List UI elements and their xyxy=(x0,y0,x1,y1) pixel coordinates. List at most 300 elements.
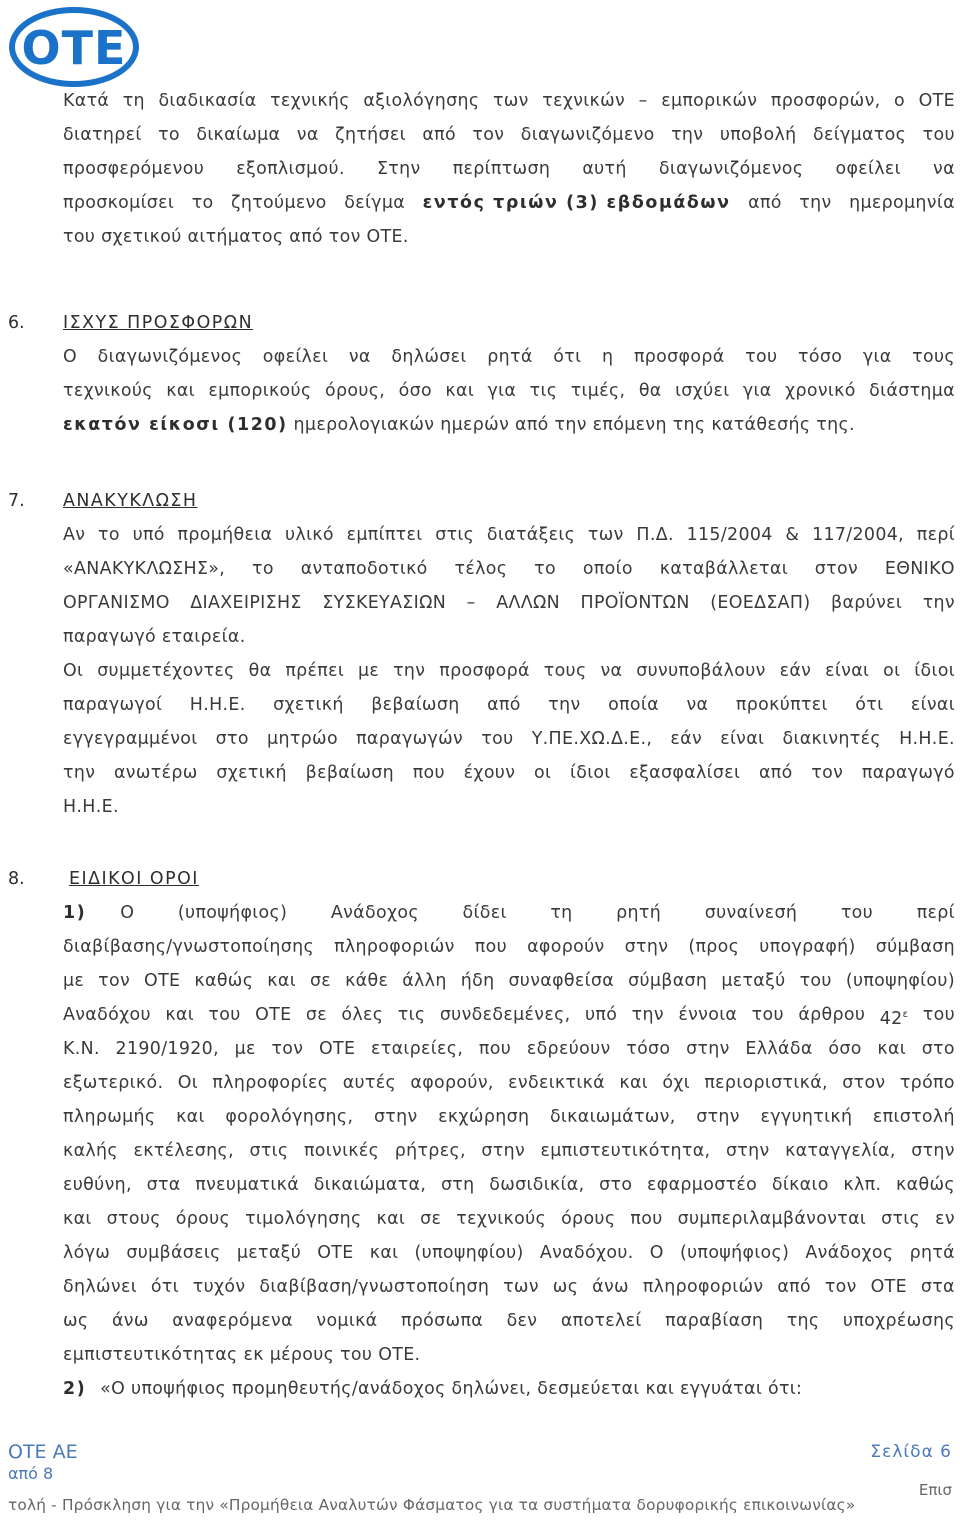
word: του xyxy=(922,125,955,145)
text-line xyxy=(63,408,955,442)
text-line xyxy=(63,688,955,722)
word: των xyxy=(503,1277,539,1297)
word: πληροφοριών xyxy=(334,937,455,957)
word: (υποψήφιος) xyxy=(679,1243,790,1263)
word: στον xyxy=(842,1073,886,1093)
word: με xyxy=(234,1039,256,1059)
word: και xyxy=(166,381,195,401)
word: του xyxy=(481,729,514,749)
word: στο xyxy=(921,1039,955,1059)
word: να xyxy=(348,347,371,367)
word: περιοριστικά, xyxy=(704,1073,828,1093)
word: στην xyxy=(911,1141,955,1161)
word: σύμβαση xyxy=(875,937,955,957)
word: 2190/1920, xyxy=(115,1039,219,1059)
word: δικαιώματα, xyxy=(313,1175,427,1195)
word: παραγωγών xyxy=(356,729,464,749)
word: αφορούν xyxy=(527,937,605,957)
word: τις xyxy=(397,1005,426,1025)
word: Κατά xyxy=(63,91,110,111)
word: ότι xyxy=(553,347,582,367)
word: με xyxy=(358,661,380,681)
word: το xyxy=(252,559,274,579)
word: Στην xyxy=(376,159,421,179)
word: του xyxy=(799,971,832,991)
text-line xyxy=(63,1236,955,1270)
word: τεχνικούς xyxy=(456,1209,547,1229)
word: του xyxy=(922,1005,955,1025)
word: πληρωμής xyxy=(63,1107,156,1127)
word: Η.Η.Ε. xyxy=(899,729,955,749)
word: και xyxy=(267,971,296,991)
word: τεχνικής xyxy=(270,91,350,111)
word: παραγωγοί xyxy=(63,695,163,715)
text-line xyxy=(63,1202,955,1236)
footer-document-title: τολή - Πρόσκληση για την «Προμήθεια Αναλυτών Φάσματος για τα συστήματα δορυφορικής επικοινωνίας» xyxy=(8,1496,856,1514)
word: δίδει xyxy=(462,903,507,923)
word: Υ.ΠΕ.ΧΩ.Δ.Ε., xyxy=(531,729,653,749)
word: παραβίαση xyxy=(665,1311,764,1331)
text-line xyxy=(63,756,955,790)
word: ίδιοι xyxy=(914,661,955,681)
word: εκτέλεσης, xyxy=(133,1141,234,1161)
word: των xyxy=(587,525,624,545)
word: 115/2004 xyxy=(686,525,773,545)
word: εξασφαλίσει xyxy=(629,763,741,783)
footer-right xyxy=(870,1440,952,1502)
text-line xyxy=(63,930,955,964)
word: ΟΤΕ xyxy=(870,1277,907,1297)
word: οι xyxy=(883,661,901,681)
word: εμπίπτει xyxy=(346,525,423,545)
word: ΟΡΓΑΝΙΣΜΟ xyxy=(63,593,170,613)
word: αναφερόμενα xyxy=(172,1311,293,1331)
word: ανταποδοτικό xyxy=(300,559,428,579)
word: ΟΤΕ xyxy=(317,1243,354,1263)
line-text: ημερολογιακών ημερών από την επόμενη της κατάθεσής της. xyxy=(287,415,855,435)
word: ρητή xyxy=(616,903,662,923)
word: διατηρεί xyxy=(63,125,142,145)
word: προσκομίσει xyxy=(63,193,175,213)
word: στις xyxy=(881,1209,921,1229)
word: Ελλάδα xyxy=(745,1039,813,1059)
word: δείγμα xyxy=(344,193,406,213)
footer-page-total: από 8 xyxy=(8,1464,54,1483)
word: συνυποβάλουν xyxy=(636,661,766,681)
word: στην xyxy=(686,1039,730,1059)
word: και xyxy=(369,1243,399,1263)
word: εγγεγραμμένοι xyxy=(63,729,198,749)
section-6-number: 6. xyxy=(8,313,25,333)
word: βεβαίωση xyxy=(305,763,394,783)
word: διάστημα xyxy=(869,381,955,401)
word: την xyxy=(63,763,96,783)
emphasis-text: εκατόν είκοσι (120) xyxy=(63,415,288,435)
word: διαβίβασης/γνωστοποίησης xyxy=(63,937,315,957)
word: περίπτωση xyxy=(452,159,551,179)
word: – xyxy=(638,91,648,111)
text-line: παραγωγό εταιρεία. xyxy=(63,627,246,647)
section-8-body xyxy=(63,896,955,1406)
text-line xyxy=(63,586,955,620)
word: και xyxy=(176,1107,205,1127)
word: υπό xyxy=(132,525,165,545)
word: τον xyxy=(98,971,131,991)
text-line xyxy=(63,518,955,552)
word: τους xyxy=(912,347,955,367)
word: εξωτερικό. xyxy=(63,1073,164,1093)
word: έννοια xyxy=(678,1005,738,1025)
word: Οι xyxy=(177,1073,199,1093)
word: την xyxy=(671,125,704,145)
word: μεταξύ xyxy=(236,1243,302,1263)
word: και xyxy=(376,1209,406,1229)
word: αυτή xyxy=(582,159,627,179)
word: εκχώρηση xyxy=(438,1107,530,1127)
word: βεβαίωση xyxy=(371,695,460,715)
word: είναι xyxy=(825,661,870,681)
word: ανωτέρω xyxy=(113,763,198,783)
text-line xyxy=(63,1168,955,1202)
word: διαβίβαση/γνωστοποίηση xyxy=(259,1277,490,1297)
word: στο xyxy=(599,1175,633,1195)
word: αυτές xyxy=(342,1073,397,1093)
word: κλπ. xyxy=(843,1175,882,1195)
word: στις xyxy=(249,1141,289,1161)
word: δίκαιο xyxy=(771,1175,829,1195)
word: όρους xyxy=(175,1209,231,1229)
word: υλικό xyxy=(285,525,334,545)
word: τη xyxy=(122,91,145,111)
item-2-number: 2) xyxy=(63,1379,87,1399)
word: ΟΤΕ xyxy=(255,1005,292,1025)
word: ότι xyxy=(855,695,884,715)
footer-page-number: Σελίδα 6 xyxy=(870,1442,952,1462)
text-line xyxy=(63,374,955,408)
word: ισχύει xyxy=(675,381,730,401)
word: της xyxy=(786,1311,820,1331)
word: καταβάλλεται xyxy=(659,559,788,579)
word: στα xyxy=(920,1277,955,1297)
word: ρήτρες, xyxy=(394,1141,466,1161)
word: (υποψήφιος) xyxy=(177,903,288,923)
word: μητρώο xyxy=(267,729,338,749)
word: όλες xyxy=(341,1005,384,1025)
word: του xyxy=(840,903,874,923)
word: αξιολόγησης xyxy=(363,91,480,111)
word: εδρεύουν xyxy=(526,1039,611,1059)
word: πληροφοριών xyxy=(642,1277,764,1297)
word: να xyxy=(296,125,319,145)
word: του xyxy=(745,347,778,367)
word: πληροφορίες xyxy=(212,1073,329,1093)
word: «ΑΝΑΚΥΚΛΩΣΗΣ», xyxy=(63,559,226,579)
word: ΣΥΣΚΕΥΑΣΙΩΝ xyxy=(322,593,447,613)
word: σε xyxy=(309,971,332,991)
logo-text: ΟΤΕ xyxy=(21,21,127,75)
word: έχουν xyxy=(463,763,516,783)
word: στην xyxy=(624,937,669,957)
section-7-number: 7. xyxy=(8,491,25,511)
word: στα xyxy=(146,1175,181,1195)
word: στη xyxy=(440,1175,475,1195)
word: εφαρμοστέο xyxy=(647,1175,758,1195)
text-line xyxy=(63,186,955,220)
word: δείγματος xyxy=(812,125,907,145)
word: προμήθεια xyxy=(177,525,273,545)
word: από xyxy=(777,1277,811,1297)
word: συναφθείσα xyxy=(508,971,615,991)
word: περί xyxy=(916,525,955,545)
word: ζητούμενο xyxy=(231,193,327,213)
word: οποία xyxy=(608,695,659,715)
word: ότι xyxy=(150,1277,179,1297)
word: στην xyxy=(696,1107,740,1127)
word: ΔΙΑΧΕΙΡΙΣΗΣ xyxy=(190,593,302,613)
word: ζητήσει xyxy=(335,125,406,145)
word: 117/2004, xyxy=(812,525,905,545)
word: δικαιωμάτων, xyxy=(549,1107,676,1127)
word: από xyxy=(487,695,521,715)
word: θα xyxy=(248,661,272,681)
word: περί xyxy=(916,903,955,923)
word: καθώς xyxy=(194,971,254,991)
emphasis-text: εντός τριών (3) εβδομάδων xyxy=(422,193,731,213)
text-line xyxy=(63,340,955,374)
text-line xyxy=(63,152,955,186)
word: να xyxy=(686,695,709,715)
word: οι xyxy=(534,763,552,783)
word: ενδεικτικά xyxy=(508,1073,605,1093)
word: & xyxy=(785,525,800,545)
word: εν xyxy=(935,1209,955,1229)
word: υπογραφή) xyxy=(759,937,856,957)
word: τεχνικών xyxy=(542,91,626,111)
word: σχετική xyxy=(216,763,287,783)
word: επιστολή xyxy=(872,1107,955,1127)
word: οποίο xyxy=(582,559,633,579)
word: τον xyxy=(824,1277,857,1297)
word: $42^\varepsilon$ xyxy=(879,1008,909,1029)
word: μεταξύ xyxy=(721,971,786,991)
word: ο xyxy=(894,91,906,111)
word: ως xyxy=(63,1311,89,1331)
word: όρους xyxy=(561,1209,616,1229)
word: άλλη xyxy=(402,971,447,991)
word: υπό xyxy=(584,1005,618,1025)
text-line xyxy=(63,1304,955,1338)
word: παραγωγό xyxy=(861,763,955,783)
word: εμπορικών xyxy=(661,91,758,111)
word: δηλώνει xyxy=(63,1277,137,1297)
word: – xyxy=(466,593,476,613)
word: φορολόγησης, xyxy=(225,1107,354,1127)
word: δεν xyxy=(506,1311,538,1331)
word: για xyxy=(487,381,517,401)
word: στην xyxy=(481,1141,526,1161)
footer-left xyxy=(8,1440,78,1483)
ote-logo xyxy=(8,6,140,88)
word: είναι xyxy=(910,695,955,715)
word: τυχόν xyxy=(192,1277,246,1297)
word: εμπορικούς xyxy=(208,381,312,401)
word: πρόσωπα xyxy=(400,1311,484,1331)
word: όσο xyxy=(398,381,432,401)
word: ΕΘΝΙΚΟ xyxy=(884,559,955,579)
word: Ο xyxy=(649,1243,664,1263)
word: για xyxy=(742,381,772,401)
item-1-first-line xyxy=(63,896,955,930)
word: τόσο xyxy=(626,1039,671,1059)
word: την xyxy=(922,593,955,613)
word: Ο xyxy=(63,347,78,367)
word: τεχνικούς xyxy=(63,381,153,401)
word: ρητά xyxy=(909,1243,955,1263)
word: τους xyxy=(543,661,587,681)
word: την xyxy=(548,695,581,715)
word: νομικά xyxy=(316,1311,378,1331)
word: των xyxy=(492,91,529,111)
word: και xyxy=(445,381,475,401)
word: Αν xyxy=(63,525,86,545)
word: την xyxy=(393,661,426,681)
word: άνω xyxy=(592,1277,629,1297)
word: που xyxy=(412,763,445,783)
word: Ανάδοχος xyxy=(330,903,419,923)
word: οφείλει xyxy=(835,159,901,179)
word: Ανάδοχος xyxy=(805,1243,894,1263)
word: τιμές, xyxy=(570,381,626,401)
word: εξοπλισμού. xyxy=(236,159,345,179)
item-2-text: «Ο υποψήφιος προμηθευτής/ανάδοχος δηλώνει, δεσμεύεται και εγγυάται ότι: xyxy=(100,1379,803,1399)
word: ποινικές xyxy=(303,1141,380,1161)
word: συμβάσεις xyxy=(126,1243,221,1263)
text-line xyxy=(63,118,955,152)
word: Π.Δ. xyxy=(636,525,674,545)
word: προσφορά xyxy=(439,661,530,681)
text-line xyxy=(63,1066,955,1100)
word: χρονικό xyxy=(785,381,856,401)
superscript: ε xyxy=(902,1009,909,1020)
text-line xyxy=(63,1032,955,1066)
word: που xyxy=(478,1039,512,1059)
section-7-heading: ΑΝΑΚΥΚΛΩΣΗ xyxy=(63,491,198,511)
word: θα xyxy=(638,381,662,401)
word: (υποψηφίου) xyxy=(414,1243,524,1263)
word: Οι xyxy=(63,661,84,681)
text-line xyxy=(63,552,955,586)
text-line xyxy=(63,998,955,1032)
word: πρέπει xyxy=(285,661,345,681)
text-line xyxy=(63,1134,955,1168)
word: στην xyxy=(373,1107,418,1127)
word: τιμολόγησης xyxy=(245,1209,362,1229)
word: δικαίωμα xyxy=(196,125,281,145)
word: σε xyxy=(420,1209,442,1229)
word: διαγωνιζόμενος xyxy=(658,159,804,179)
word: διαγωνιζόμενος xyxy=(97,347,243,367)
word: από xyxy=(748,193,782,213)
word: εάν xyxy=(779,661,812,681)
section-8-heading: ΕΙΔΙΚΟΙ ΟΡΟΙ xyxy=(69,869,199,889)
word: Ο xyxy=(120,903,135,923)
text-line xyxy=(63,1100,955,1134)
word: προσφερόμενου xyxy=(63,159,205,179)
word: στο xyxy=(215,729,249,749)
word: συνδεδεμένες, xyxy=(439,1005,571,1025)
word: η xyxy=(601,347,614,367)
text-line xyxy=(63,1270,955,1304)
word: διατάξεις xyxy=(486,525,576,545)
word: δωσιδικία, xyxy=(489,1175,585,1195)
word: τον xyxy=(472,125,505,145)
word: το xyxy=(191,193,214,213)
footer-company: ΟΤΕ ΑΕ xyxy=(8,1441,78,1463)
word: ευθύνη, xyxy=(63,1175,132,1195)
word: ίδιοι xyxy=(569,763,611,783)
word: ως xyxy=(552,1277,579,1297)
word: καταγγελία, xyxy=(785,1141,896,1161)
word: ρητά xyxy=(487,347,533,367)
word: σχετική xyxy=(273,695,344,715)
word: προσφορών, xyxy=(770,91,881,111)
word: όρους, xyxy=(324,381,386,401)
item-1-number: 1) xyxy=(63,903,87,923)
word: την xyxy=(631,1005,664,1025)
word: σε xyxy=(305,1005,327,1025)
word: διαγωνιζόμενο xyxy=(520,125,655,145)
word: τρόπο xyxy=(899,1073,955,1093)
word: λόγω xyxy=(63,1243,111,1263)
word: ΟΤΕ xyxy=(144,971,181,991)
word: διακινητές xyxy=(782,729,881,749)
word: την xyxy=(799,193,832,213)
word: προκύπτει xyxy=(735,695,828,715)
word: ΠΡΟΪΟΝΤΩΝ xyxy=(580,593,690,613)
word: όσο xyxy=(828,1039,862,1059)
word: εταιρείες, xyxy=(371,1039,464,1059)
word: τόσο xyxy=(798,347,843,367)
word: (υποψηφίου) xyxy=(845,971,955,991)
word: στους xyxy=(106,1209,161,1229)
word: και xyxy=(165,1005,194,1025)
word: υποχρέωσης xyxy=(842,1311,955,1331)
word: βαρύνει xyxy=(831,593,903,613)
word: το xyxy=(98,525,120,545)
word: για xyxy=(862,347,892,367)
word: και xyxy=(63,1209,92,1229)
word: άνω xyxy=(111,1311,149,1331)
text-line xyxy=(63,220,955,254)
text-line xyxy=(63,964,955,998)
word: (προς xyxy=(688,937,740,957)
word: αφορούν, xyxy=(410,1073,494,1093)
word: το xyxy=(534,559,556,579)
word: με xyxy=(63,971,85,991)
word: και xyxy=(877,1039,907,1059)
word: άρθρου xyxy=(798,1005,866,1025)
word: καλής xyxy=(63,1141,118,1161)
word: οφείλει xyxy=(262,347,329,367)
word: τις xyxy=(529,381,558,401)
word: κάθε xyxy=(345,971,389,991)
word: του xyxy=(208,1005,241,1025)
word: Κ.Ν. xyxy=(63,1039,100,1059)
text-line: εμπιστευτικότητας εκ μέρους του ΟΤΕ. xyxy=(63,1345,421,1365)
word: προσφορά xyxy=(633,347,725,367)
word: και xyxy=(619,1073,649,1093)
word: που xyxy=(474,937,508,957)
